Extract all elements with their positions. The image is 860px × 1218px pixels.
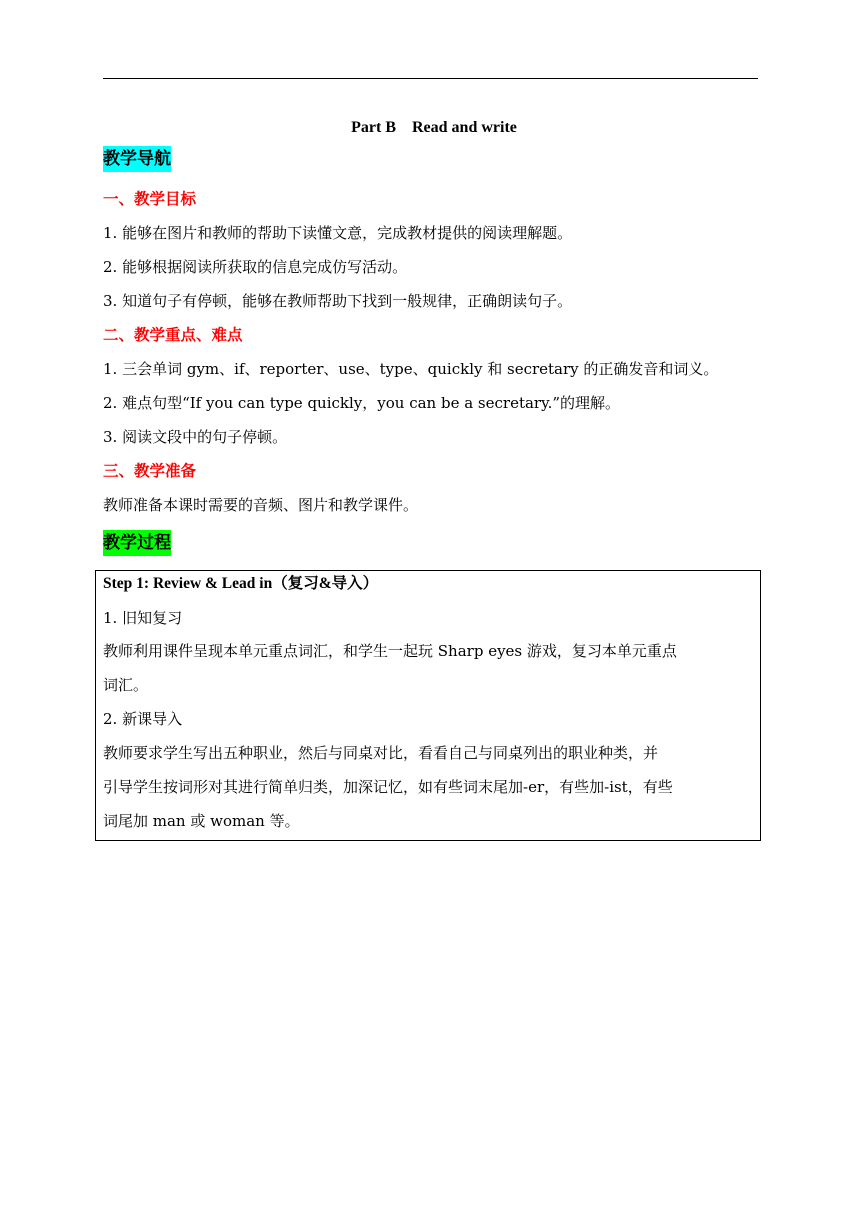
guide-heading: 教学导航	[103, 146, 171, 172]
step-1-title: Step 1: Review & Lead in（复习&导入）	[103, 575, 379, 592]
objective-item-1: 1. 能够在图片和教师的帮助下读懂文意，完成教材提供的阅读理解题。	[103, 224, 573, 242]
objective-item-2: 2. 能够根据阅读所获取的信息完成仿写活动。	[103, 258, 408, 276]
step-1-sub1-line-2: 词汇。	[103, 676, 149, 694]
step-1-sub1-line-1: 教师利用课件呈现本单元重点词汇，和学生一起玩 Sharp eyes 游戏，复习本单元重点	[103, 642, 677, 660]
preparation-text: 教师准备本课时需要的音频、图片和教学课件。	[103, 496, 419, 514]
key-points-heading: 二、教学重点、难点	[103, 325, 243, 344]
step-1-box	[95, 570, 761, 841]
key-point-item-2: 2. 难点句型“If you can type quickly，you can be a secretary.”的理解。	[103, 394, 621, 412]
key-point-item-1: 1. 三会单词 gym、if、reporter、use、type、quickly 和 secretary 的正确发音和词义。	[103, 360, 719, 378]
header-rule	[103, 78, 758, 79]
preparation-heading: 三、教学准备	[103, 461, 197, 480]
step-1-sub2-line-1: 教师要求学生写出五种职业，然后与同桌对比，看看自己与同桌列出的职业种类，并	[103, 744, 659, 762]
key-point-item-3: 3. 阅读文段中的句子停顿。	[103, 428, 288, 446]
step-1-sub1-heading: 1. 旧知复习	[103, 609, 183, 627]
step-1-sub2-line-2: 引导学生按词形对其进行简单归类，加深记忆，如有些词末尾加-er，有些加-ist，有些	[103, 778, 673, 796]
objectives-heading: 一、教学目标	[103, 189, 197, 208]
objective-item-3: 3. 知道句子有停顿，能够在教师帮助下找到一般规律，正确朗读句子。	[103, 292, 573, 310]
step-1-sub2-heading: 2. 新课导入	[103, 710, 183, 728]
step-1-sub2-line-3: 词尾加 man 或 woman 等。	[103, 812, 300, 830]
process-heading: 教学过程	[103, 530, 171, 556]
page-title: Part B Read and write	[351, 119, 517, 136]
